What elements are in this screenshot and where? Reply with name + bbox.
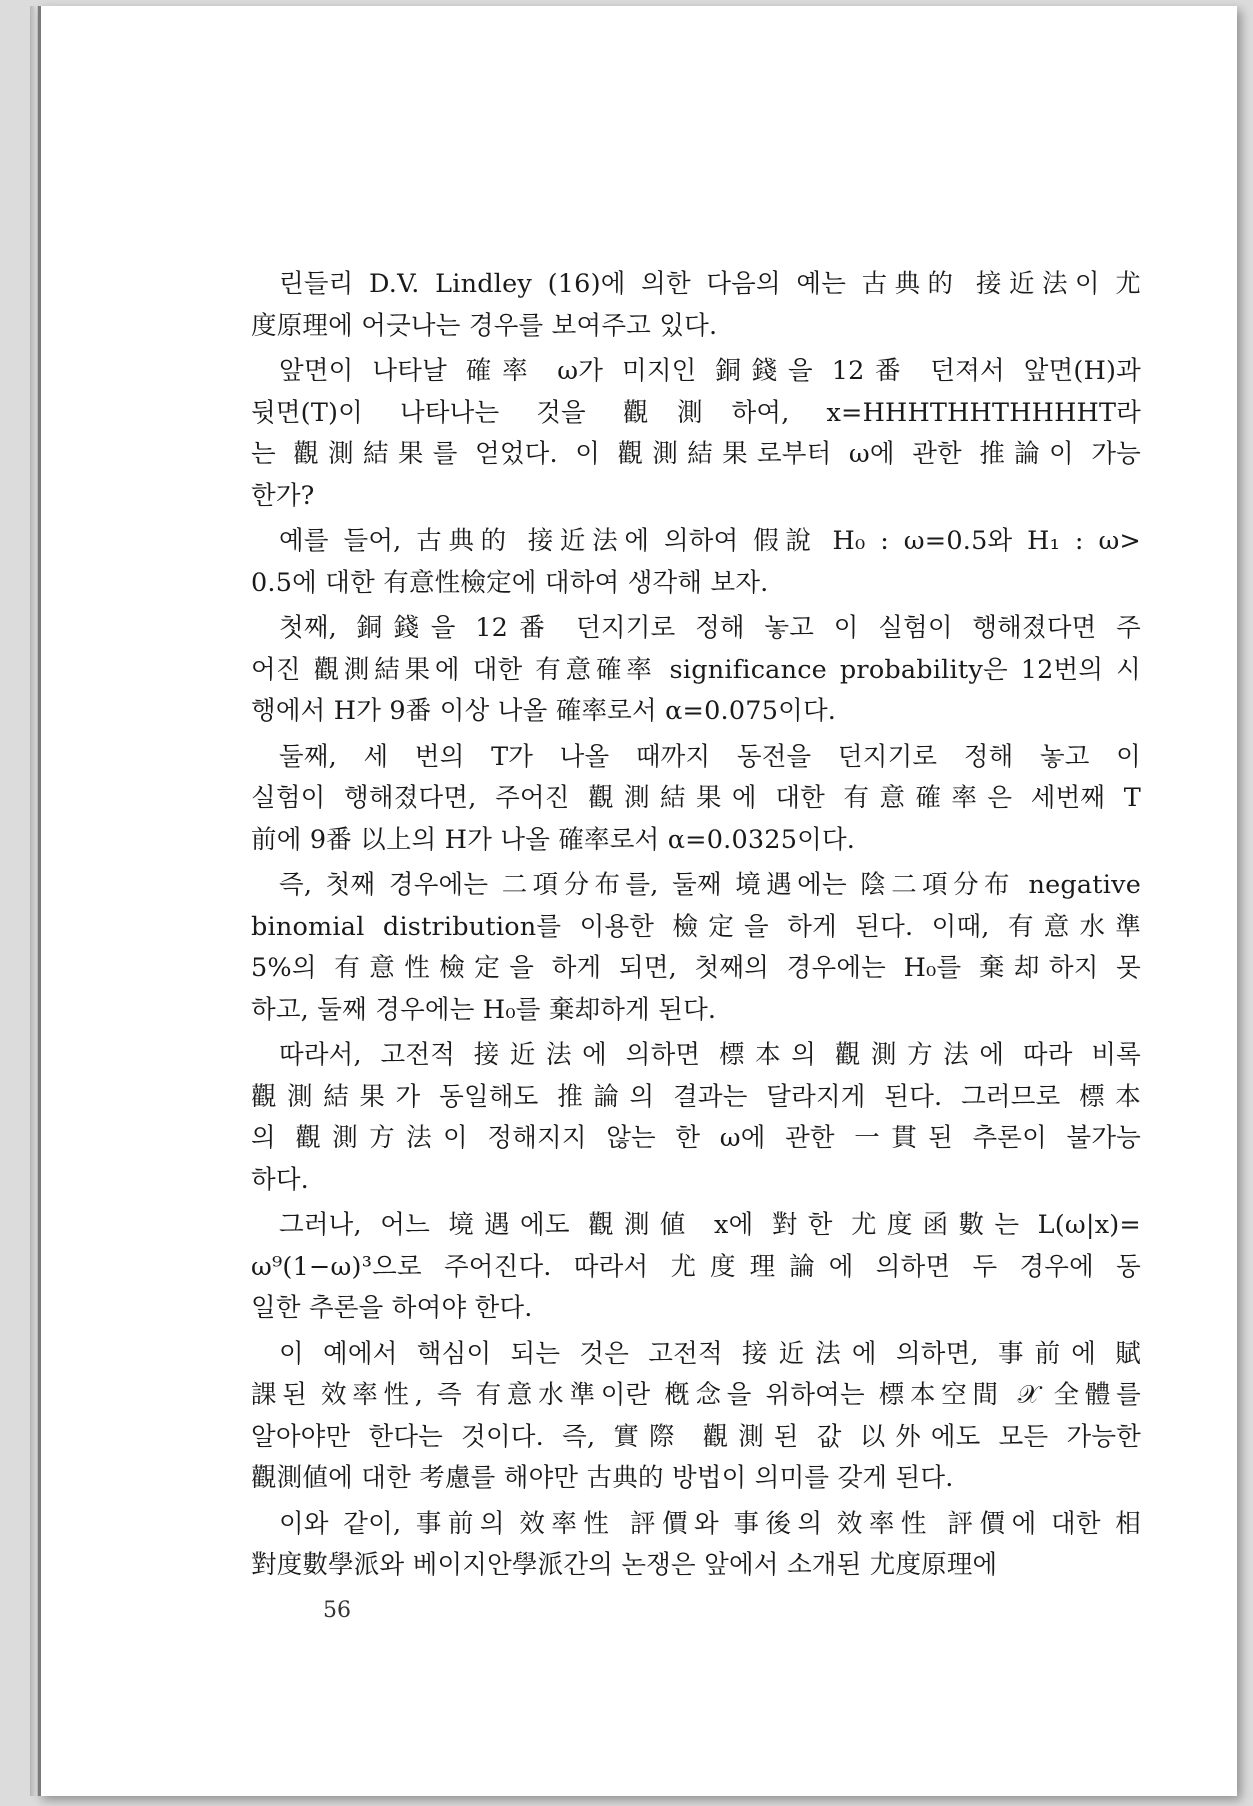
- text-line: 일한 추론을 하여야 한다.: [251, 1293, 533, 1323]
- text-line: 실험이 행해졌다면, 주어진 觀測結果에 대한 有意確率은 세번째 T: [251, 783, 1141, 813]
- text-line: 觀測値에 대한 考慮를 해야만 古典的 방법이 의미를 갖게 된다.: [251, 1463, 954, 1493]
- text-line: 前에 9番 以上의 H가 나올 確率로서 α=0.0325이다.: [251, 824, 856, 855]
- text-line: 이와 같이, 事前의 效率性 評價와 事後의 效率性 評價에 대한 相: [279, 1508, 1141, 1539]
- text-line: 예를 들어, 古典的 接近法에 의하여 假說 H₀ : ω=0.5와 H₁ : ω>: [279, 526, 1141, 556]
- text-line: 度原理에 어긋나는 경우를 보여주고 있다.: [251, 310, 718, 341]
- text-line: 둘째, 세 번의 T가 나올 때까지 동전을 던지기로 정해 놓고 이: [279, 741, 1141, 772]
- page-number: 56: [323, 1598, 351, 1623]
- text-line: 課된 效率性, 즉 有意水準이란 槪念을 위하여는 標本空間 𝒳 全體를: [251, 1380, 1141, 1410]
- text-line: 는 觀測結果를 얻었다. 이 觀測結果로부터 ω에 관한 推論이 가능: [251, 439, 1141, 469]
- text-line: 하고, 둘째 경우에는 H₀를 棄却하게 된다.: [251, 994, 717, 1025]
- book-page: [38, 6, 1237, 1796]
- text-line: 이 예에서 핵심이 되는 것은 고전적 接近法에 의하면, 事前에 賦: [279, 1338, 1141, 1369]
- text-line: 뒷면(T)이 나타나는 것을 觀測하여, x=HHHTHHTHHHHT라: [251, 397, 1141, 428]
- text-line: 하다.: [251, 1164, 309, 1195]
- text-line: 행에서 H가 9番 이상 나올 確率로서 α=0.075이다.: [251, 696, 837, 726]
- page-edge-shadow: [30, 6, 38, 1796]
- text-line: 첫째, 銅錢을 12番 던지기로 정해 놓고 이 실험이 행해졌다면 주: [279, 613, 1141, 643]
- text-line: 알아야만 한다는 것이다. 즉, 實際 觀測된 값 以外에도 모든 가능한: [251, 1421, 1141, 1452]
- body-text: [251, 264, 1141, 1587]
- text-line: 앞면이 나타날 確率 ω가 미지인 銅錢을 12番 던져서 앞면(H)과: [279, 356, 1141, 386]
- text-line: 린들리 D.V. Lindley (16)에 의한 다음의 예는 古典的 接近法이 尤: [279, 269, 1141, 299]
- text-line: 對度數學派와 베이지안學派간의 논쟁은 앞에서 소개된 尤度原理에: [251, 1550, 998, 1580]
- text-line: 따라서, 고전적 接近法에 의하면 標本의 觀測方法에 따라 비록: [279, 1040, 1141, 1070]
- text-line: binomial distribution를 이용한 檢定을 하게 된다. 이때, 有意水準: [251, 911, 1141, 942]
- text-line: 어진 觀測結果에 대한 有意確率 significance probability은 12번의 시: [251, 654, 1141, 685]
- text-line: 한가?: [251, 480, 315, 511]
- text-line: ω⁹(1−ω)³으로 주어진다. 따라서 尤度理論에 의하면 두 경우에 동: [251, 1251, 1141, 1282]
- text-line: 즉, 첫째 경우에는 二項分布를, 둘째 境遇에는 陰二項分布 negative: [279, 870, 1141, 900]
- text-line: 그러나, 어느 境遇에도 觀測値 x에 對한 尤度函數는 L(ω|x)=: [279, 1210, 1141, 1240]
- text-line: 觀測結果가 동일해도 推論의 결과는 달라지게 된다. 그러므로 標本: [251, 1081, 1141, 1112]
- text-line: 0.5에 대한 有意性檢定에 대하여 생각해 보자.: [251, 567, 769, 598]
- text-line: 의 觀測方法이 정해지지 않는 한 ω에 관한 一貫된 추론이 불가능: [251, 1123, 1141, 1153]
- text-line: 5%의 有意性檢定을 하게 되면, 첫째의 경우에는 H₀를 棄却하지 못: [251, 953, 1141, 983]
